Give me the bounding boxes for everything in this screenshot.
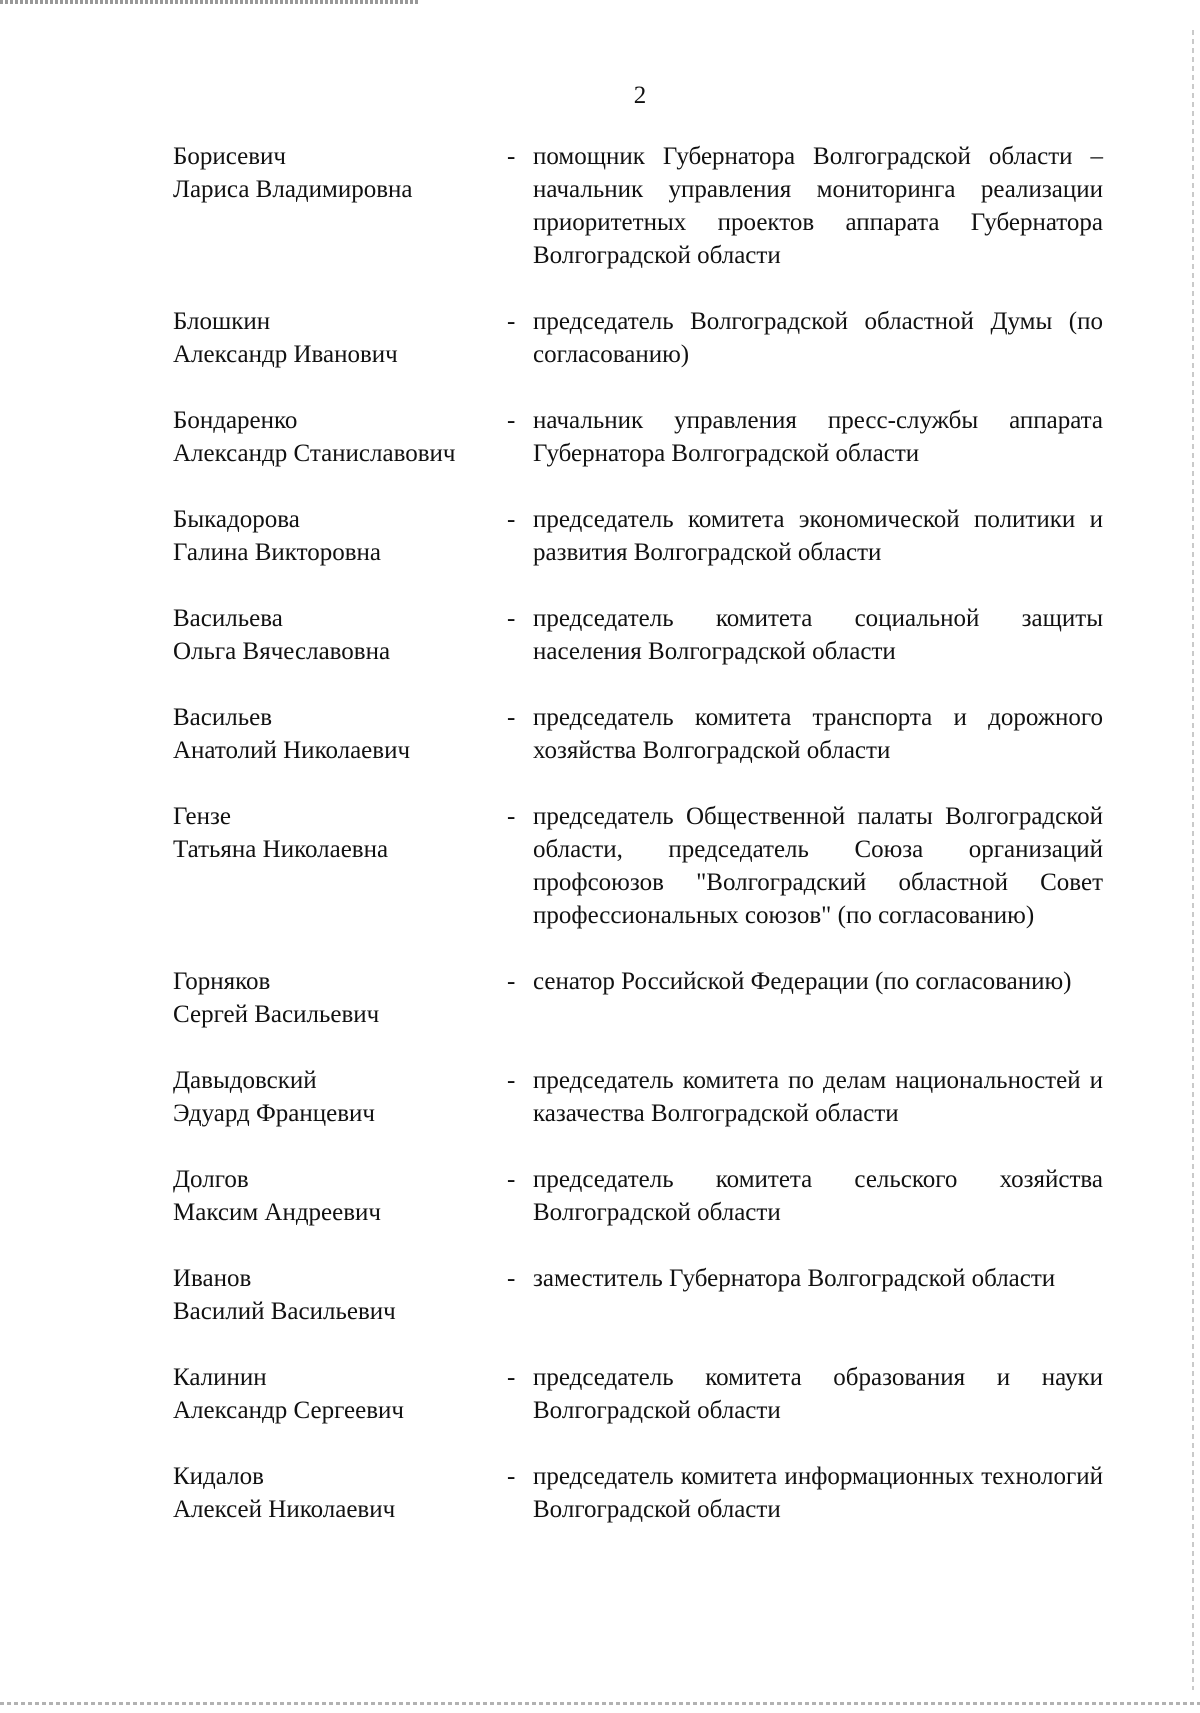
member-role: председатель комитета экономической политики и развития Волгоградской области [533, 506, 1103, 566]
member-name [173, 800, 503, 932]
member-surname: Кидалов [173, 1463, 264, 1490]
member-given-names: Татьяна Николаевна [173, 836, 389, 863]
member-surname: Горняков [173, 968, 271, 995]
member-name [173, 404, 503, 470]
entry-dash: - [507, 1364, 516, 1391]
member-role: председатель Общественной палаты Волгоградской области, председатель Союза организаций профсоюзов "Волгоградский областной Совет профессиональных союзов" (по согласованию) [533, 803, 1103, 929]
member-role: председатель Волгоградской областной Думы (по согласованию) [533, 308, 1103, 368]
member-given-names: Сергей Васильевич [173, 1001, 380, 1028]
member-entry [173, 1262, 1103, 1328]
member-surname: Быкадорова [173, 506, 300, 533]
member-given-names: Галина Викторовна [173, 539, 381, 566]
member-role: председатель комитета транспорта и дорожного хозяйства Волгоградской области [533, 704, 1103, 764]
member-surname: Блошкин [173, 308, 271, 335]
member-name [173, 965, 503, 1031]
member-given-names: Алексей Николаевич [173, 1496, 396, 1523]
entry-dash: - [507, 143, 516, 170]
member-role: начальник управления пресс-службы аппарата Губернатора Волгоградской области [533, 407, 1103, 467]
member-name [173, 1361, 503, 1427]
entry-dash: - [507, 605, 516, 632]
member-entry [173, 1163, 1103, 1229]
member-surname: Васильев [173, 704, 273, 731]
entry-dash: - [507, 803, 516, 830]
member-entry [173, 965, 1103, 1031]
member-entry [173, 140, 1103, 272]
member-name [173, 503, 503, 569]
member-name [173, 1163, 503, 1229]
member-entry [173, 305, 1103, 371]
member-name [173, 305, 503, 371]
member-role: заместитель Губернатора Волгоградской области [533, 1265, 1056, 1292]
member-name [173, 140, 503, 272]
member-role: председатель комитета по делам национальностей и казачества Волгоградской области [533, 1067, 1103, 1127]
member-name [173, 1262, 503, 1328]
member-surname: Иванов [173, 1265, 252, 1292]
entry-dash: - [507, 407, 516, 434]
member-name [173, 1064, 503, 1130]
member-entry [173, 503, 1103, 569]
member-entry [173, 602, 1103, 668]
member-surname: Долгов [173, 1166, 249, 1193]
entry-dash: - [507, 704, 516, 731]
entry-dash: - [507, 1067, 516, 1094]
member-given-names: Ольга Вячеславовна [173, 638, 391, 665]
entry-dash: - [507, 308, 516, 335]
member-entry [173, 404, 1103, 470]
member-role: помощник Губернатора Волгоградской области – начальник управления мониторинга реализации приоритетных проектов аппарата Губернатора Волгоградской области [533, 143, 1103, 269]
entry-dash: - [507, 506, 516, 533]
scan-edge-bottom [0, 1702, 1200, 1705]
member-surname: Бондаренко [173, 407, 298, 434]
scan-edge-top [0, 0, 420, 4]
member-role: председатель комитета сельского хозяйства Волгоградской области [533, 1166, 1103, 1226]
scan-edge-right [1192, 30, 1194, 1690]
page-number: 2 [633, 82, 647, 109]
member-given-names: Александр Станиславович [173, 440, 456, 467]
member-surname: Давыдовский [173, 1067, 317, 1094]
member-given-names: Максим Андреевич [173, 1199, 381, 1226]
entry-dash: - [507, 1265, 516, 1292]
entry-dash: - [507, 1463, 516, 1490]
member-list [173, 140, 1103, 1559]
member-given-names: Лариса Владимировна [173, 176, 413, 203]
member-entry [173, 1361, 1103, 1427]
member-name [173, 1460, 503, 1526]
entry-dash: - [507, 968, 516, 995]
member-surname: Васильева [173, 605, 283, 632]
member-name [173, 701, 503, 767]
member-given-names: Александр Сергеевич [173, 1397, 404, 1424]
member-given-names: Александр Иванович [173, 341, 398, 368]
member-given-names: Василий Васильевич [173, 1298, 396, 1325]
member-entry [173, 1460, 1103, 1526]
member-role: председатель комитета образования и науки Волгоградской области [533, 1364, 1103, 1424]
member-entry [173, 1064, 1103, 1130]
member-role: председатель комитета социальной защиты населения Волгоградской области [533, 605, 1103, 665]
member-surname: Борисевич [173, 143, 286, 170]
member-entry [173, 800, 1103, 932]
member-given-names: Анатолий Николаевич [173, 737, 411, 764]
member-entry [173, 701, 1103, 767]
member-surname: Гензе [173, 803, 231, 830]
member-role: сенатор Российской Федерации (по согласованию) [533, 968, 1072, 995]
member-role: председатель комитета информационных технологий Волгоградской области [533, 1463, 1103, 1523]
member-name [173, 602, 503, 668]
member-surname: Калинин [173, 1364, 267, 1391]
entry-dash: - [507, 1166, 516, 1193]
member-given-names: Эдуард Францевич [173, 1100, 375, 1127]
